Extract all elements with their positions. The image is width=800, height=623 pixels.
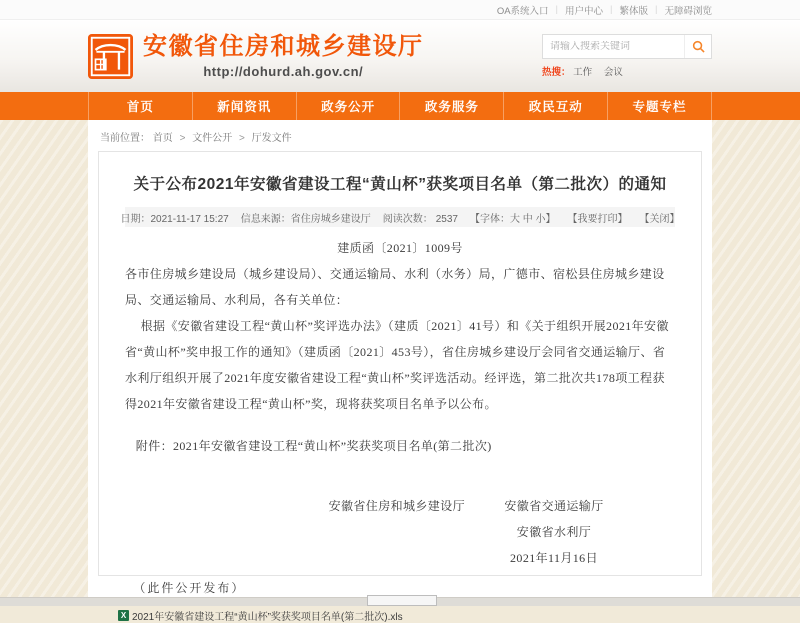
document-attachment-line: 附件：2021年安徽省建设工程“黄山杯”奖获奖项目名单(第二批次) [135, 439, 492, 453]
font-size-large-button[interactable]: 大 [509, 213, 520, 225]
topbar-link-user-center[interactable]: 用户中心 [565, 5, 604, 17]
site-title: 安徽省住房和城乡建设厅 [143, 33, 424, 60]
topbar-link-accessibility[interactable]: 无障碍浏览 [664, 5, 712, 17]
meta-date: 日期：2021-11-17 15:27 [120, 213, 229, 225]
signature-block [125, 493, 675, 571]
meta-source: 信息来源：省住房城乡建设厅 [240, 213, 371, 225]
topbar-link-oa[interactable]: OA系统入口 [496, 5, 549, 17]
attachment-download-link[interactable] [118, 608, 675, 623]
main-area [0, 120, 800, 623]
signature-water-dept: 安徽省水利厅 [516, 525, 592, 539]
breadcrumb-separator: > [238, 133, 245, 144]
signature-housing-dept: 安徽省住房和城乡建设厅 [328, 499, 465, 513]
topbar-separator: | [610, 4, 613, 15]
topbar-separator: | [555, 4, 559, 15]
brand-text [143, 33, 424, 79]
search-icon [692, 40, 705, 53]
topbar-separator: | [655, 4, 658, 15]
breadcrumb-item-home[interactable]: 首页 [152, 133, 173, 144]
breadcrumb-item-dept-files[interactable]: 厅发文件 [251, 133, 292, 144]
attachment-file-name: 2021年安徽省建设工程“黄山杯”奖获奖项目名单(第二批次).xls [132, 612, 403, 623]
print-button[interactable]: 【我要打印】 [567, 213, 628, 225]
site-header [0, 20, 800, 92]
article-meta-bar [120, 207, 680, 227]
topbar-link-traditional[interactable]: 繁体版 [619, 5, 649, 17]
main-nav-inner [88, 92, 712, 120]
nav-item-gov-disclosure[interactable]: 政务公开 [296, 92, 400, 120]
nav-item-special-topics[interactable]: 专题专栏 [607, 92, 711, 120]
breadcrumb-separator: > [179, 133, 186, 144]
site-brand[interactable] [88, 33, 424, 79]
breadcrumb-item-documents[interactable]: 文件公开 [192, 133, 233, 144]
nav-item-interaction[interactable]: 政民互动 [503, 92, 607, 120]
article-container [98, 151, 702, 623]
breadcrumb [88, 120, 712, 151]
excel-file-icon: X [118, 610, 129, 621]
site-logo-icon [88, 34, 133, 79]
article-title: 关于公布2021年安徽省建设工程“黄山杯”获奖项目名单（第二批次）的通知 [133, 176, 667, 193]
top-utility-bar [0, 0, 800, 20]
hot-search-line [542, 64, 712, 78]
nav-item-gov-services[interactable]: 政务服务 [399, 92, 503, 120]
signature-date: 2021年11月16日 [510, 551, 598, 565]
close-button[interactable]: 【关闭】 [639, 213, 680, 225]
document-paragraph-recipients: 各市住房城乡建设局（城乡建设局）、交通运输局、水利（水务）局，广德市、宿松县住房城乡建设局、交通运输局、水利局，各有关单位： [125, 267, 665, 307]
document-body [125, 235, 675, 601]
hot-search-word-work[interactable]: 工作 [573, 67, 593, 78]
nav-item-home[interactable]: 首页 [88, 92, 192, 120]
breadcrumb-label: 当前位置： [100, 133, 150, 144]
hot-search-label: 热搜： [542, 67, 571, 78]
site-url: http://dohurd.ah.gov.cn/ [203, 64, 364, 79]
nav-item-news[interactable]: 新闻资讯 [192, 92, 296, 120]
signature-transport-dept: 安徽省交通运输厅 [504, 499, 604, 513]
content-wrapper [88, 120, 712, 623]
search-box [542, 34, 712, 59]
search-area [542, 34, 712, 78]
font-size-medium-button[interactable]: 中 [522, 213, 533, 225]
meta-font-controls [470, 210, 556, 225]
document-number: 建质函〔2021〕1009号 [337, 241, 463, 255]
meta-font-prefix: 【字体： [469, 213, 510, 225]
signature-right-column [465, 493, 643, 571]
font-size-small-button[interactable]: 小 [535, 213, 546, 225]
meta-views: 阅读次数： 2537 [382, 213, 458, 225]
footer-widget-cutoff [367, 595, 437, 606]
public-release-note: （此件公开发布） [133, 581, 246, 595]
search-input[interactable] [543, 41, 684, 52]
hot-search-word-meeting[interactable]: 会议 [603, 67, 623, 78]
search-button[interactable] [684, 35, 711, 58]
meta-views-count: 2537 [435, 213, 458, 225]
document-paragraph-main: 根据《安徽省建设工程“黄山杯”奖评选办法》（建质〔2021〕41号）和《关于组织开展2021年安徽省“黄山杯”奖申报工作的通知》（建质函〔2021〕453号），省住房城乡建设厅会同省交通运输厅、省水利厅组织开展了2021年度安徽省建设工程“黄山杯”奖评选活动。经评选，第二批次共178项工程获得2021年安徽省建设工程“黄山杯”奖，现将获奖项目名单予以公布。 [125, 319, 669, 411]
meta-font-suffix: 】 [545, 213, 556, 225]
main-nav [0, 92, 800, 120]
